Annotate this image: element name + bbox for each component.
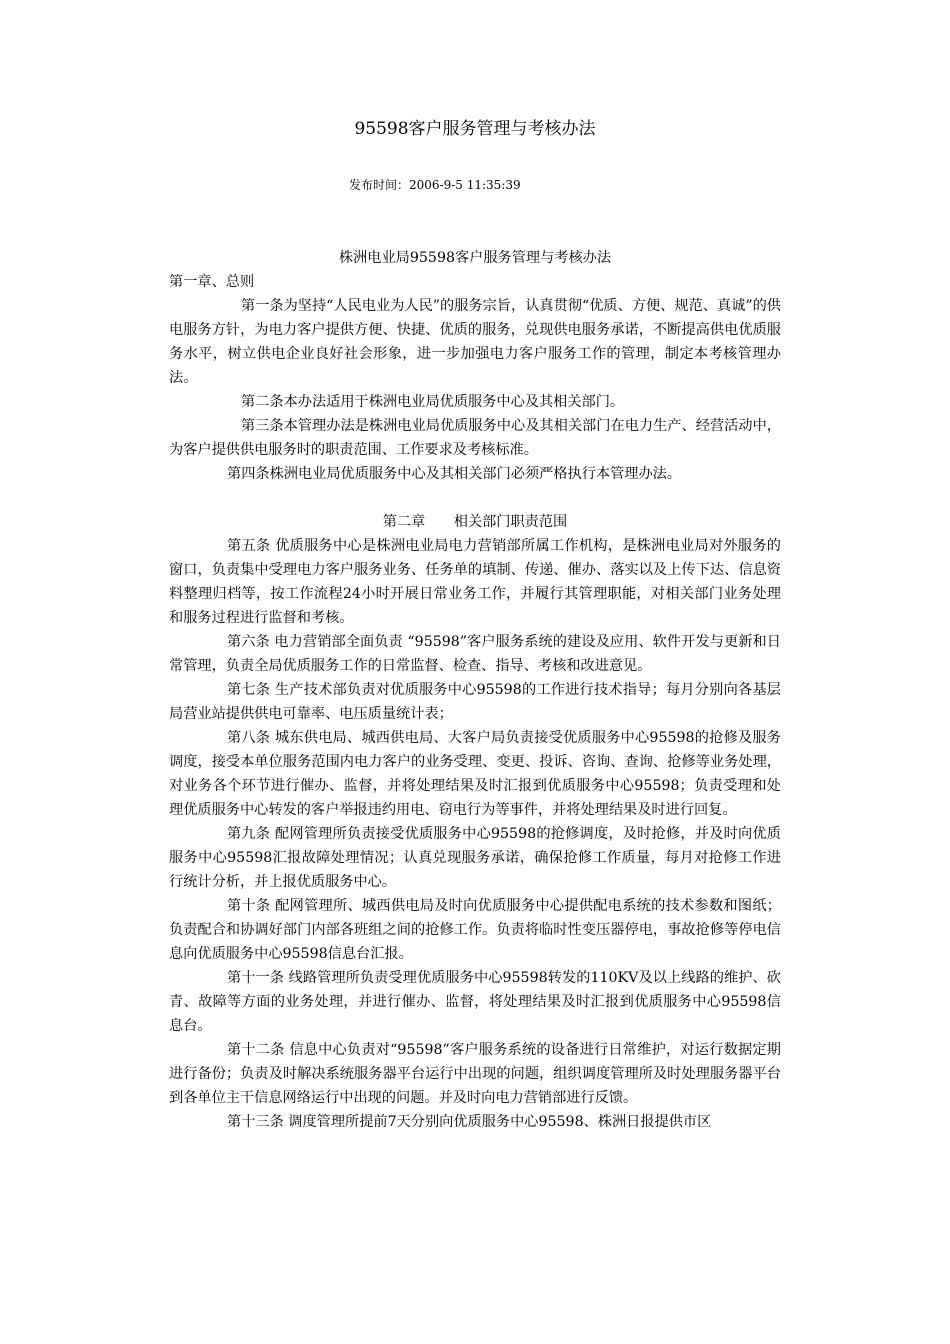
article-12: 第十二条 信息中心负责对“95598”客户服务系统的设备进行日常维护，对运行数据定期进行备份；负责及时解决系统服务器平台运行中出现的问题，组织调度管理所及时处理服务器平台到各单位主干信息网络运行中出现的问题。并及时向电力营销部进行反馈。 <box>169 1042 781 1106</box>
article-7: 第七条 生产技术部负责对优质服务中心95598的工作进行技术指导；每月分别向各基层局营业站提供供电可靠率、电压质量统计表； <box>169 682 781 722</box>
article-6: 第六条 电力营销部全面负责 “95598”客户服务系统的建设及应用、软件开发与更新和日常管理，负责全局优质服务工作的日常监督、检查、指导、考核和改进意见。 <box>169 634 781 674</box>
document-subtitle: 株洲电业局95598客户服务管理与考核办法 <box>338 250 612 266</box>
article-2: 第二条本办法适用于株洲电业局优质服务中心及其相关部门。 <box>241 394 625 410</box>
article-5: 第五条 优质服务中心是株洲电业局电力营销部所属工作机构，是株洲电业局对外服务的窗口，负责集中受理电力客户服务业务、任务单的填制、传递、催办、落实以及上传下达、信息资料整理归档等，按工作流程24小时开展日常业务工作，并履行其管理职能，对相关部门业务处理和服务过程进行监督和考核。 <box>169 538 781 626</box>
article-8: 第八条 城东供电局、城西供电局、大客户局负责接受优质服务中心95598的抢修及服务调度，接受本单位服务范围内电力客户的业务受理、变更、投诉、咨询、查询、抢修等业务处理，对业务各个环节进行催办、监督，并将处理结果及时汇报到优质服务中心95598；负责受理和处理优质服务中心转发的客户举报违约用电、窃电行为等事件，并将处理结果及时进行回复。 <box>169 730 781 818</box>
article-4: 第四条株洲电业局优质服务中心及其相关部门必须严格执行本管理办法。 <box>227 466 682 482</box>
article-3: 第三条本管理办法是株洲电业局优质服务中心及其相关部门在电力生产、经营活动中，为客户提供供电服务时的职责范围、工作要求及考核标准。 <box>169 418 781 458</box>
publish-time: 发布时间：2006-9-5 11:35:39 <box>349 178 521 192</box>
document-body <box>169 246 781 1134</box>
article-13: 第十三条 调度管理所提前7天分别向优质服务中心95598、株洲日报提供市区 <box>227 1114 712 1130</box>
article-1: 第一条为坚持“人民电业为人民”的服务宗旨，认真贯彻“优质、方便、规范、真诚”的供电服务方针，为电力客户提供方便、快捷、优质的服务，兑现供电服务承诺，不断提高供电优质服务水平，树立供电企业良好社会形象，进一步加强电力客户服务工作的管理，制定本考核管理办法。 <box>169 298 781 386</box>
chapter-2-heading: 第二章 相关部门职责范围 <box>382 514 568 530</box>
spacer <box>169 486 781 510</box>
chapter-1-heading: 第一章、总则 <box>169 274 255 290</box>
article-10: 第十条 配网管理所、城西供电局及时向优质服务中心提供配电系统的技术参数和图纸；负责配合和协调好部门内部各班组之间的抢修工作。负责将临时性变压器停电，事故抢修等停电信息向优质服务中心95598信息台汇报。 <box>169 898 781 962</box>
article-11: 第十一条 线路管理所负责受理优质服务中心95598转发的110KV及以上线路的维护、砍青、故障等方面的业务处理，并进行催办、监督，将处理结果及时汇报到优质服务中心95598信息台。 <box>169 970 781 1034</box>
document-title: 95598客户服务管理与考核办法 <box>354 119 596 139</box>
article-9: 第九条 配网管理所负责接受优质服务中心95598的抢修调度，及时抢修，并及时向优质服务中心95598汇报故障处理情况；认真兑现服务承诺，确保抢修工作质量，每月对抢修工作进行统计分析，并上报优质服务中心。 <box>169 826 781 890</box>
